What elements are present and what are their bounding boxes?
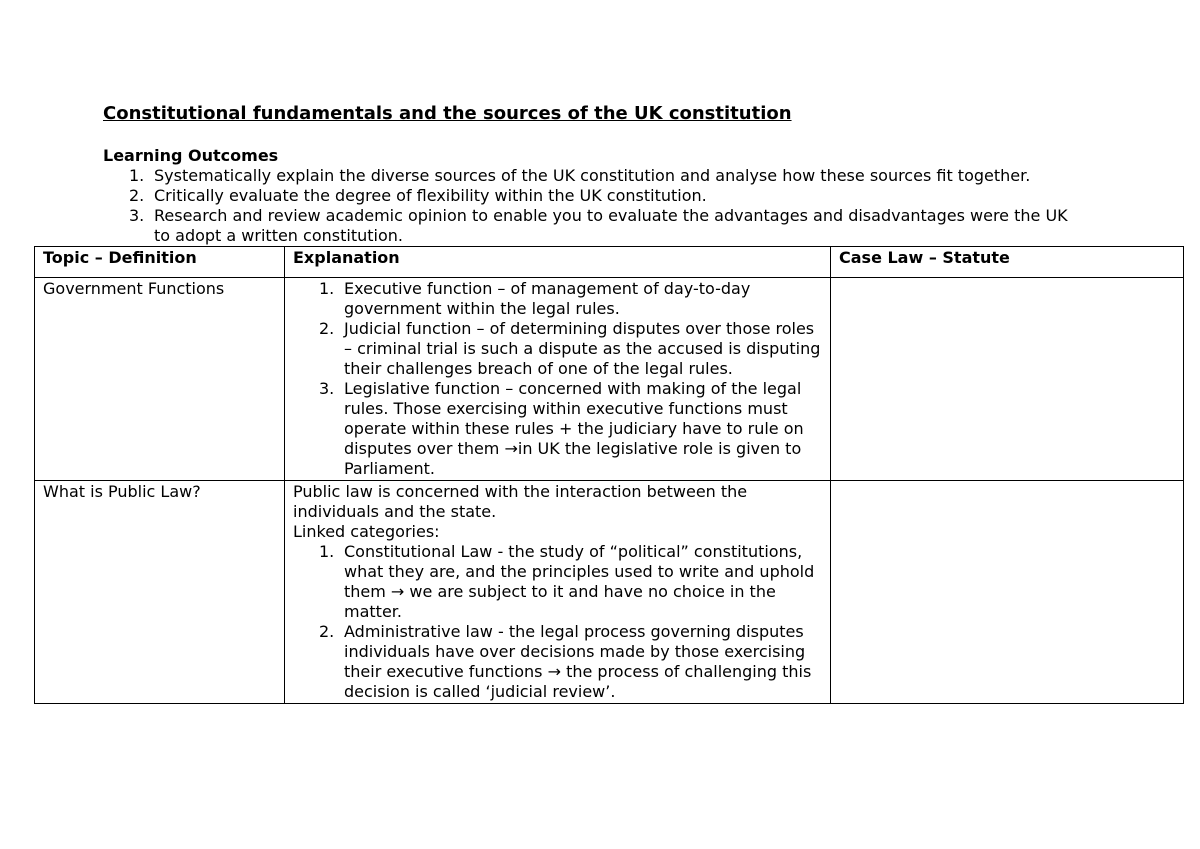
- explanation-intro: Public law is concerned with the interaction between the individuals and the state.: [293, 482, 748, 521]
- learning-outcome-text: Systematically explain the diverse sources of the UK constitution and analyse how these sources fit together.: [154, 166, 1031, 185]
- list-item: [293, 379, 822, 479]
- list-item: [293, 319, 822, 379]
- list-item-text: Executive function – of management of day-to-day government within the legal rules.: [344, 279, 751, 318]
- learning-outcome-text: Critically evaluate the degree of flexibility within the UK constitution.: [154, 186, 707, 205]
- case-law-cell: [831, 278, 1184, 481]
- list-number: 1.: [129, 166, 145, 185]
- list-item-text: Administrative law - the legal process governing disputes individuals have over decisions made by those exercising their executive functions → the process of challenging this decision is called ‘judicial review’.: [344, 622, 812, 701]
- table-row: [35, 278, 1184, 481]
- list-item: [293, 279, 822, 319]
- learning-outcome-item: [103, 166, 1103, 186]
- learning-outcomes-heading: Learning Outcomes: [103, 146, 279, 165]
- topic-cell: Government Functions: [35, 278, 285, 481]
- list-number: 2.: [129, 186, 145, 205]
- case-law-cell: [831, 481, 1184, 704]
- list-item-text: Judicial function – of determining disputes over those roles – criminal trial is such a dispute as the accused is disputing their challenges breach of one of the legal rules.: [344, 319, 821, 378]
- table-header-row: [35, 247, 1184, 278]
- explanation-list: [293, 279, 822, 479]
- page-title: Constitutional fundamentals and the sources of the UK constitution: [103, 103, 792, 124]
- list-number: 3.: [129, 206, 145, 225]
- list-item-text: Constitutional Law - the study of “political” constitutions, what they are, and the principles used to write and uphold them → we are subject to it and have no choice in the matter.: [344, 542, 815, 621]
- learning-outcome-text: Research and review academic opinion to enable you to evaluate the advantages and disadvantages were the UK to adopt a written constitution.: [154, 206, 1068, 245]
- explanation-intro: Linked categories:: [293, 522, 440, 541]
- topics-table: [34, 246, 1184, 704]
- table-row: [35, 481, 1184, 704]
- learning-outcomes-list: [103, 166, 1103, 246]
- learning-outcome-item: [103, 186, 1103, 206]
- list-item: [293, 622, 822, 702]
- header-case-law-statute: Case Law – Statute: [831, 247, 1184, 278]
- list-number: 1.: [319, 279, 335, 298]
- topic-cell: What is Public Law?: [35, 481, 285, 704]
- header-explanation: Explanation: [285, 247, 831, 278]
- explanation-cell: [285, 481, 831, 704]
- learning-outcome-item: [103, 206, 1103, 246]
- list-number: 1.: [319, 542, 335, 561]
- list-item: [293, 542, 822, 622]
- list-number: 2.: [319, 622, 335, 641]
- explanation-cell: [285, 278, 831, 481]
- list-number: 3.: [319, 379, 335, 398]
- list-item-text: Legislative function – concerned with making of the legal rules. Those exercising within executive functions must operate within these rules + the judiciary have to rule on disputes over them →in UK the legislative role is given to Parliament.: [344, 379, 804, 478]
- list-number: 2.: [319, 319, 335, 338]
- explanation-list: [293, 542, 822, 702]
- header-topic-definition: Topic – Definition: [35, 247, 285, 278]
